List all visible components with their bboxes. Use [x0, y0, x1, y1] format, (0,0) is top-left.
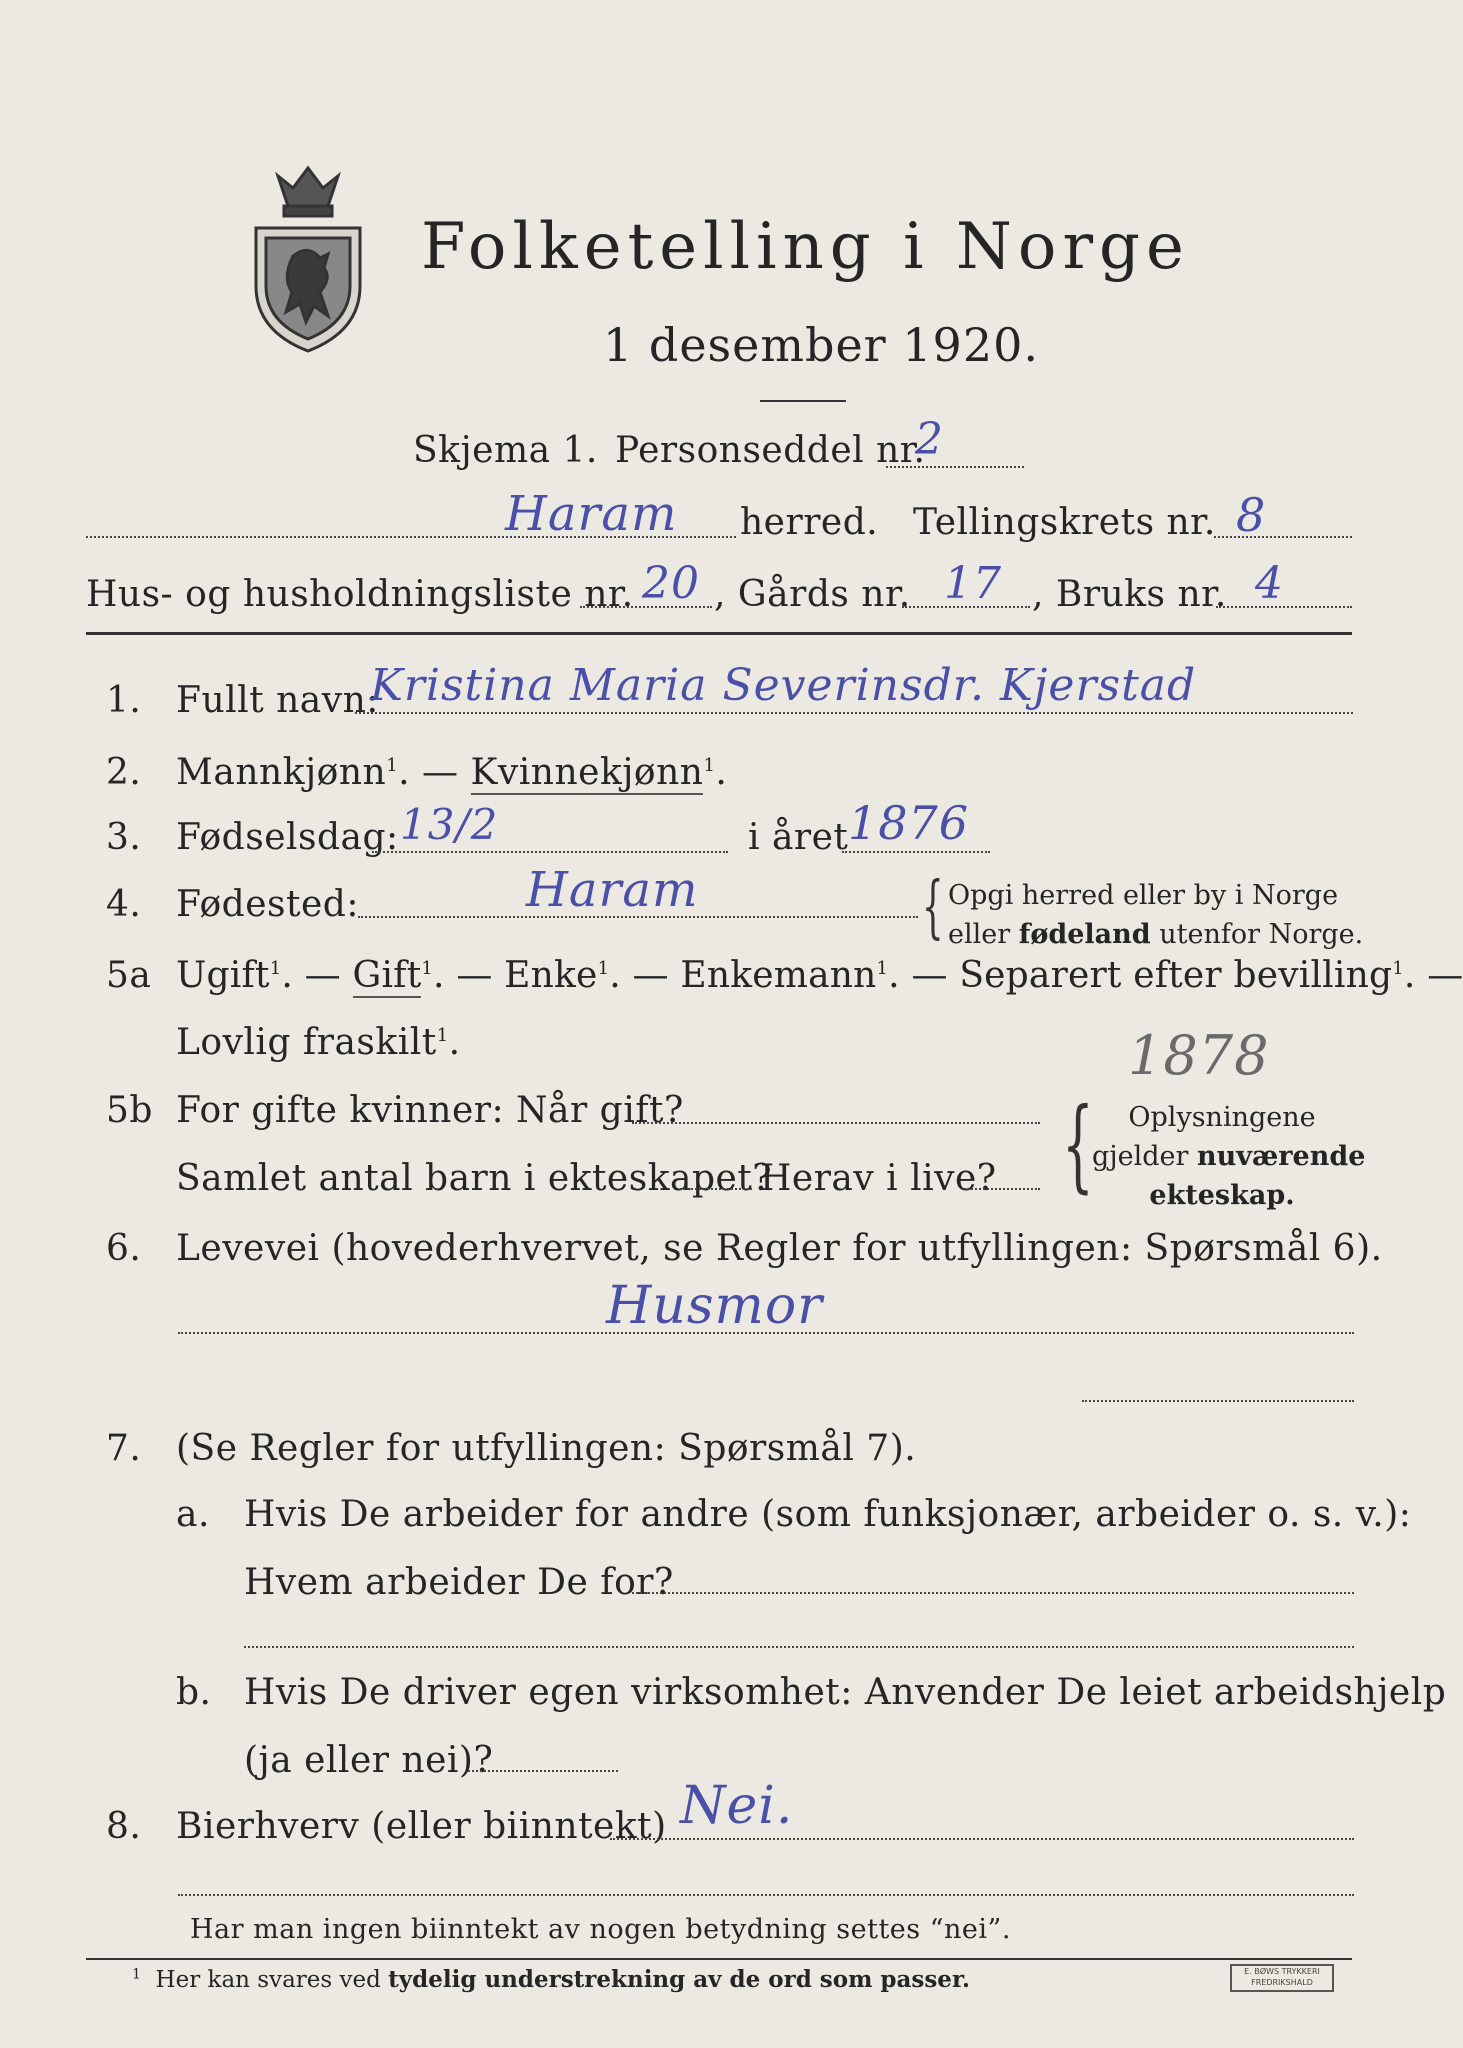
q2-options	[176, 752, 727, 793]
q5b-number: 5b	[106, 1090, 153, 1131]
bruks-value: 4	[1255, 558, 1284, 609]
q6-line-1	[178, 1332, 1354, 1334]
q2-end: .	[715, 752, 728, 793]
q5b-alive-label: Herav i live?	[760, 1158, 997, 1199]
q2-kvinnekjonn[interactable]: Kvinnekjønn	[470, 752, 704, 793]
q7b-line	[468, 1770, 618, 1772]
q1-number: 1.	[106, 680, 142, 721]
personseddel-value: 2	[915, 414, 944, 465]
q4-note-bold: fødeland	[1018, 919, 1151, 950]
q6-value: Husmor	[606, 1276, 823, 1336]
q5a-enke[interactable]: Enke	[504, 955, 598, 996]
personseddel-line	[886, 466, 1024, 468]
q8-line-2	[178, 1894, 1354, 1896]
printer-stamp	[1230, 1964, 1334, 1992]
q5b-note	[1092, 1098, 1366, 1215]
q4-note-line2-pre: eller	[948, 919, 1019, 950]
q3-year-label: i året	[748, 817, 849, 858]
q3-date-line	[372, 851, 728, 853]
husholdningsliste-value: 20	[642, 558, 700, 609]
gards-label: , Gårds nr.	[714, 574, 911, 615]
q4-label: Fødested:	[176, 884, 359, 925]
printer-line1: E. BØWS TRYKKERI	[1244, 1967, 1320, 1976]
q6-label: Levevei (hovederhvervet, se Regler for utfyllingen: Spørsmål 6).	[176, 1228, 1383, 1269]
q1-label: Fullt navn:	[176, 680, 379, 721]
q3-year-value: 1876	[848, 796, 970, 850]
q6-number: 6.	[106, 1228, 142, 1269]
q5a-separert[interactable]: Separert efter bevilling	[959, 955, 1393, 996]
q5a-lovlig-fraskilt[interactable]: Lovlig fraskilt	[176, 1022, 437, 1063]
show-through-text	[1100, 100, 1109, 133]
q4-note-line2-post: utenfor Norge.	[1150, 919, 1364, 950]
q8-label: Bierhverv (eller biinntekt)	[176, 1806, 667, 1847]
footnote	[132, 1966, 970, 1993]
q5a-gift[interactable]: Gift	[352, 955, 422, 996]
q5b-note-bold: nuværende	[1197, 1141, 1366, 1172]
footnote-mark: 1	[132, 1966, 141, 1983]
coat-of-arms-icon	[248, 146, 368, 356]
bruks-label: , Bruks nr.	[1032, 574, 1227, 615]
q5a-enkemann[interactable]: Enkemann	[680, 955, 877, 996]
title-divider	[760, 400, 846, 402]
q5a-footnote-mark-2: 1	[421, 958, 434, 979]
printer-line2: FREDRIKSHALD	[1251, 1978, 1313, 1987]
header-rule	[86, 632, 1352, 635]
tellingskrets-line	[1214, 536, 1352, 538]
q5b-married-year-value: 1878	[1128, 1024, 1270, 1087]
q5b-label: For gifte kvinner: Når gift?	[176, 1090, 684, 1131]
q5b-note-line1: Oplysningene	[1128, 1102, 1316, 1133]
gards-value: 17	[944, 558, 1002, 609]
q5a-footnote-mark: 1	[269, 958, 282, 979]
q5a-separator-5: . —	[1403, 955, 1463, 996]
q7b-text: Hvis De driver egen virksomhet: Anvender De leiet arbeidshjelp	[244, 1672, 1447, 1713]
q8-note: Har man ingen biinntekt av nogen betydning settes “nei”.	[190, 1914, 1011, 1945]
q5b-note-line2	[1092, 1137, 1366, 1176]
q5a-options-line2	[176, 1022, 461, 1063]
q4-note	[948, 876, 1363, 954]
q7a-text: Hvis De arbeider for andre (som funksjonær, arbeider o. s. v.):	[244, 1494, 1412, 1535]
q3-label: Fødselsdag:	[176, 817, 399, 858]
tellingskrets-value: 8	[1236, 488, 1267, 542]
q5a-footnote-mark-6: 1	[436, 1025, 449, 1046]
q5a-footnote-mark-4: 1	[876, 958, 889, 979]
q7b-letter: b.	[176, 1672, 212, 1713]
q2-footnote-mark-2: 1	[703, 755, 716, 776]
q2-footnote-mark: 1	[386, 755, 399, 776]
q5b-children-line	[680, 1188, 752, 1190]
q3-number: 3.	[106, 817, 142, 858]
q7a-line-2	[244, 1646, 1354, 1648]
q7-number: 7.	[106, 1428, 142, 1469]
page-title: Folketelling i Norge	[421, 210, 1190, 284]
q5a-footnote-mark-3: 1	[597, 958, 610, 979]
q4-note-line2	[948, 915, 1363, 954]
q7-label: (Se Regler for utfyllingen: Spørsmål 7).	[176, 1428, 917, 1469]
q7a-line-1	[632, 1592, 1354, 1594]
census-date: 1 desember 1920.	[603, 318, 1039, 372]
herred-label: herred.	[740, 502, 879, 543]
q2-separator: . —	[398, 752, 471, 793]
q4-note-brace: {	[922, 868, 944, 947]
q5b-alive-line	[964, 1188, 1040, 1190]
herred-value: Haram	[505, 486, 678, 542]
q8-line-1	[610, 1838, 1354, 1840]
q4-value: Haram	[526, 862, 699, 918]
q4-number: 4.	[106, 884, 142, 925]
q5b-note-line2-pre: gjelder	[1092, 1141, 1198, 1172]
skjema-label: Skjema 1.	[413, 430, 598, 471]
q8-number: 8.	[106, 1806, 142, 1847]
q1-value: Kristina Maria Severinsdr. Kjerstad	[370, 660, 1197, 711]
q5a-footnote-mark-5: 1	[1392, 958, 1404, 979]
q4-note-line1: Opgi herred eller by i Norge	[948, 880, 1339, 911]
q5a-end: .	[448, 1022, 461, 1063]
q5a-number: 5a	[106, 955, 152, 996]
q6-line-2	[1082, 1400, 1354, 1402]
q3-date-value: 13/2	[400, 800, 499, 849]
q2-number: 2.	[106, 752, 142, 793]
husholdningsliste-label: Hus- og husholdningsliste nr.	[86, 574, 634, 615]
q7a-letter: a.	[176, 1494, 210, 1535]
q5b-note-brace: {	[1062, 1086, 1094, 1203]
footnote-bold-text: tydelig understrekning av de ord som passer.	[388, 1966, 970, 1993]
footnote-rule	[86, 1958, 1352, 1960]
q7b-question: (ja eller nei)?	[244, 1740, 494, 1781]
q5a-separator-2: . —	[433, 955, 505, 996]
q3-year-line	[842, 851, 990, 853]
q5a-options	[176, 955, 1463, 996]
q2-mannkjonn[interactable]: Mannkjønn	[176, 752, 387, 793]
tellingskrets-label: Tellingskrets nr.	[913, 502, 1216, 543]
q1-line	[355, 712, 1353, 714]
q5a-ugift[interactable]: Ugift	[176, 955, 270, 996]
q7a-question: Hvem arbeider De for?	[244, 1562, 674, 1603]
bruks-line	[1216, 606, 1352, 608]
q5a-separator-3: . —	[609, 955, 681, 996]
q5a-separator-4: . —	[888, 955, 960, 996]
personseddel-label: Personseddel nr.	[615, 430, 926, 471]
footnote-text: Her kan svares ved	[155, 1967, 389, 1993]
q5b-note-line3: ekteskap.	[1149, 1180, 1295, 1211]
q5a-separator: . —	[281, 955, 353, 996]
q5b-children-label: Samlet antal barn i ekteskapet?	[176, 1158, 773, 1199]
q5b-married-line	[632, 1122, 1040, 1124]
q8-value: Nei.	[680, 1776, 794, 1836]
